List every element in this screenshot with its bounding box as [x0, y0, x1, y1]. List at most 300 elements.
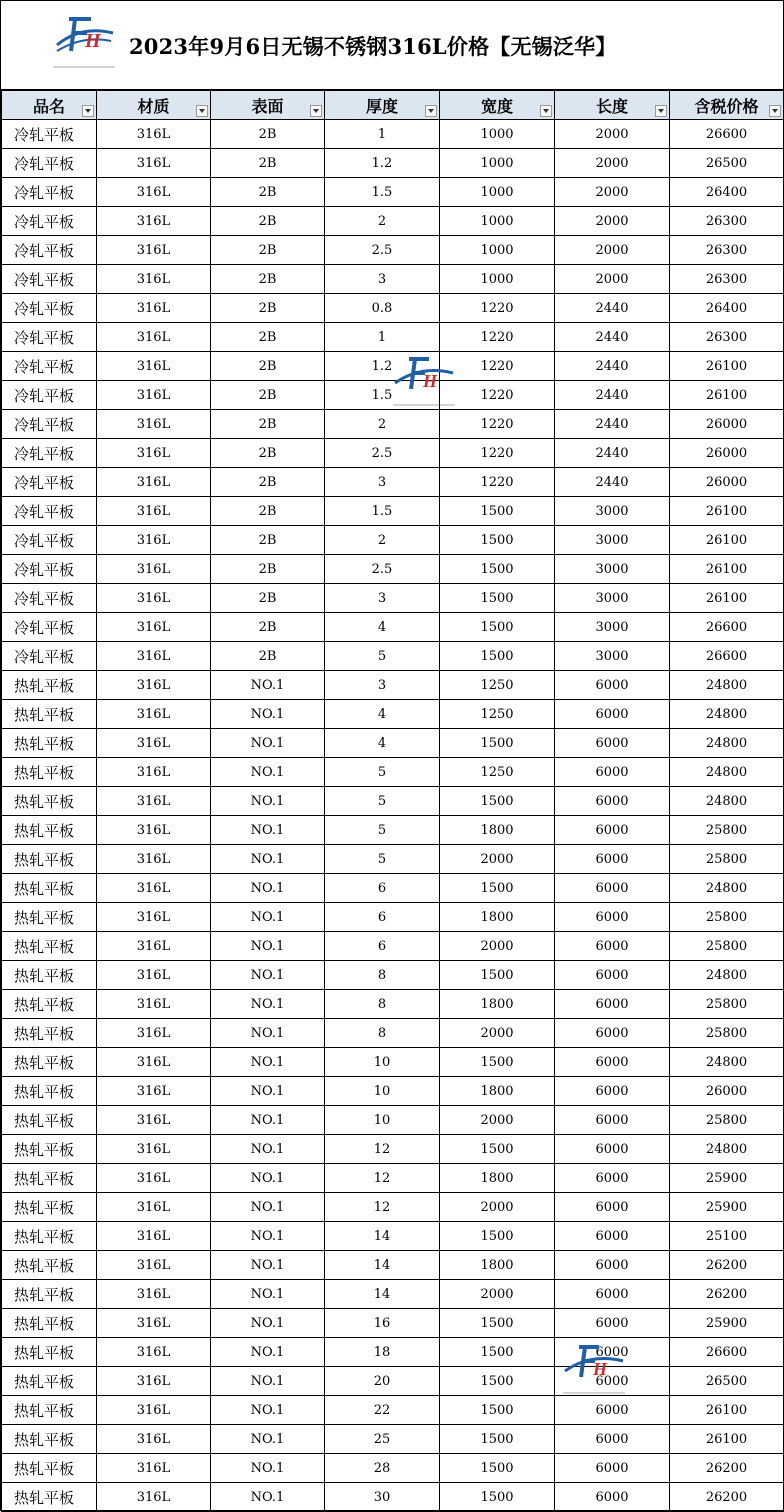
cell-thickness: 8 — [325, 961, 440, 990]
cell-width: 1220 — [440, 352, 555, 381]
cell-surface: NO.1 — [211, 758, 325, 787]
cell-surface: 2B — [211, 265, 325, 294]
cell-surface: NO.1 — [211, 961, 325, 990]
cell-name: 热轧平板 — [2, 1193, 97, 1222]
cell-surface: 2B — [211, 468, 325, 497]
cell-name: 冷轧平板 — [2, 381, 97, 410]
header-row — [2, 91, 784, 120]
cell-price: 25800 — [670, 1106, 784, 1135]
filter-dropdown-icon[interactable] — [196, 105, 208, 117]
cell-length: 2440 — [555, 439, 670, 468]
cell-price: 24800 — [670, 874, 784, 903]
cell-width: 2000 — [440, 1280, 555, 1309]
cell-thickness: 12 — [325, 1164, 440, 1193]
col-header-surface: 表面 — [211, 91, 325, 120]
cell-width: 1220 — [440, 439, 555, 468]
table-row — [2, 1483, 784, 1512]
cell-thickness: 18 — [325, 1338, 440, 1367]
cell-length: 2000 — [555, 207, 670, 236]
cell-surface: NO.1 — [211, 1280, 325, 1309]
cell-thickness: 8 — [325, 1019, 440, 1048]
cell-width: 1500 — [440, 1135, 555, 1164]
cell-thickness: 12 — [325, 1135, 440, 1164]
cell-width: 2000 — [440, 845, 555, 874]
cell-material: 316L — [97, 758, 211, 787]
cell-width: 1500 — [440, 729, 555, 758]
cell-price: 26000 — [670, 410, 784, 439]
cell-material: 316L — [97, 526, 211, 555]
cell-width: 1250 — [440, 758, 555, 787]
cell-width: 1500 — [440, 526, 555, 555]
cell-thickness: 1.5 — [325, 178, 440, 207]
cell-name: 热轧平板 — [2, 990, 97, 1019]
cell-price: 26300 — [670, 236, 784, 265]
cell-thickness: 2 — [325, 207, 440, 236]
cell-thickness: 22 — [325, 1396, 440, 1425]
cell-length: 6000 — [555, 1193, 670, 1222]
cell-surface: NO.1 — [211, 729, 325, 758]
cell-length: 3000 — [555, 497, 670, 526]
cell-price: 24800 — [670, 787, 784, 816]
cell-name: 热轧平板 — [2, 961, 97, 990]
cell-material: 316L — [97, 1048, 211, 1077]
table-row — [2, 439, 784, 468]
cell-width: 2000 — [440, 1193, 555, 1222]
cell-thickness: 2.5 — [325, 555, 440, 584]
cell-length: 3000 — [555, 584, 670, 613]
cell-material: 316L — [97, 1164, 211, 1193]
cell-thickness: 6 — [325, 903, 440, 932]
cell-material: 316L — [97, 1396, 211, 1425]
cell-material: 316L — [97, 729, 211, 758]
cell-material: 316L — [97, 410, 211, 439]
cell-thickness: 25 — [325, 1425, 440, 1454]
cell-length: 6000 — [555, 700, 670, 729]
cell-length: 2440 — [555, 294, 670, 323]
cell-surface: NO.1 — [211, 1164, 325, 1193]
table-row — [2, 1106, 784, 1135]
cell-price: 25800 — [670, 845, 784, 874]
cell-material: 316L — [97, 352, 211, 381]
cell-name: 热轧平板 — [2, 1338, 97, 1367]
filter-dropdown-icon[interactable] — [769, 105, 781, 117]
cell-surface: NO.1 — [211, 787, 325, 816]
cell-length: 6000 — [555, 1135, 670, 1164]
cell-width: 1000 — [440, 265, 555, 294]
cell-surface: NO.1 — [211, 1135, 325, 1164]
cell-thickness: 10 — [325, 1077, 440, 1106]
cell-surface: 2B — [211, 381, 325, 410]
cell-width: 1800 — [440, 816, 555, 845]
table-row — [2, 990, 784, 1019]
table-row — [2, 236, 784, 265]
cell-material: 316L — [97, 700, 211, 729]
cell-thickness: 6 — [325, 932, 440, 961]
cell-material: 316L — [97, 1280, 211, 1309]
cell-length: 6000 — [555, 1425, 670, 1454]
table-row — [2, 352, 784, 381]
cell-material: 316L — [97, 236, 211, 265]
cell-width: 1800 — [440, 1164, 555, 1193]
cell-thickness: 14 — [325, 1251, 440, 1280]
cell-name: 热轧平板 — [2, 1077, 97, 1106]
cell-surface: 2B — [211, 555, 325, 584]
table-row — [2, 381, 784, 410]
cell-price: 25900 — [670, 1309, 784, 1338]
table-row — [2, 932, 784, 961]
cell-price: 26100 — [670, 1425, 784, 1454]
cell-price: 26200 — [670, 1483, 784, 1512]
cell-width: 1220 — [440, 381, 555, 410]
cell-name: 热轧平板 — [2, 1164, 97, 1193]
cell-material: 316L — [97, 149, 211, 178]
cell-surface: NO.1 — [211, 1106, 325, 1135]
cell-price: 26300 — [670, 323, 784, 352]
cell-length: 6000 — [555, 1048, 670, 1077]
cell-material: 316L — [97, 1425, 211, 1454]
cell-surface: NO.1 — [211, 671, 325, 700]
col-header-thickness: 厚度 — [325, 91, 440, 120]
cell-name: 热轧平板 — [2, 874, 97, 903]
cell-width: 1800 — [440, 1251, 555, 1280]
cell-surface: 2B — [211, 323, 325, 352]
cell-length: 6000 — [555, 758, 670, 787]
cell-thickness: 10 — [325, 1048, 440, 1077]
cell-width: 1500 — [440, 1425, 555, 1454]
cell-thickness: 30 — [325, 1483, 440, 1512]
cell-name: 热轧平板 — [2, 1483, 97, 1512]
table-row — [2, 903, 784, 932]
cell-surface: NO.1 — [211, 903, 325, 932]
cell-surface: NO.1 — [211, 1338, 325, 1367]
cell-material: 316L — [97, 1077, 211, 1106]
filter-dropdown-icon[interactable] — [425, 105, 437, 117]
cell-material: 316L — [97, 642, 211, 671]
cell-width: 1500 — [440, 1222, 555, 1251]
cell-width: 1800 — [440, 903, 555, 932]
cell-material: 316L — [97, 1309, 211, 1338]
table-row — [2, 1135, 784, 1164]
filter-dropdown-icon[interactable] — [82, 105, 94, 117]
cell-thickness: 20 — [325, 1367, 440, 1396]
cell-name: 冷轧平板 — [2, 207, 97, 236]
cell-material: 316L — [97, 1193, 211, 1222]
cell-thickness: 1.5 — [325, 381, 440, 410]
cell-width: 1250 — [440, 671, 555, 700]
cell-length: 6000 — [555, 816, 670, 845]
cell-thickness: 4 — [325, 613, 440, 642]
cell-length: 2000 — [555, 178, 670, 207]
cell-name: 热轧平板 — [2, 1280, 97, 1309]
cell-material: 316L — [97, 1251, 211, 1280]
cell-price: 26100 — [670, 584, 784, 613]
table-row — [2, 120, 784, 149]
table-row — [2, 410, 784, 439]
cell-width: 2000 — [440, 1106, 555, 1135]
cell-name: 热轧平板 — [2, 903, 97, 932]
cell-name: 热轧平板 — [2, 729, 97, 758]
cell-surface: NO.1 — [211, 1483, 325, 1512]
cell-material: 316L — [97, 845, 211, 874]
cell-price: 25900 — [670, 1193, 784, 1222]
cell-length: 6000 — [555, 932, 670, 961]
cell-thickness: 1.2 — [325, 149, 440, 178]
cell-width: 1500 — [440, 874, 555, 903]
cell-name: 热轧平板 — [2, 816, 97, 845]
cell-surface: 2B — [211, 410, 325, 439]
table-row — [2, 584, 784, 613]
cell-name: 热轧平板 — [2, 932, 97, 961]
cell-price: 26300 — [670, 265, 784, 294]
cell-price: 26600 — [670, 1338, 784, 1367]
cell-name: 热轧平板 — [2, 1106, 97, 1135]
cell-width: 1500 — [440, 497, 555, 526]
cell-length: 6000 — [555, 1280, 670, 1309]
cell-surface: 2B — [211, 526, 325, 555]
cell-length: 6000 — [555, 1251, 670, 1280]
cell-length: 2000 — [555, 236, 670, 265]
cell-name: 热轧平板 — [2, 1367, 97, 1396]
table-row — [2, 816, 784, 845]
cell-material: 316L — [97, 1367, 211, 1396]
cell-thickness: 2 — [325, 410, 440, 439]
cell-surface: NO.1 — [211, 1251, 325, 1280]
cell-thickness: 3 — [325, 584, 440, 613]
cell-material: 316L — [97, 932, 211, 961]
cell-price: 26400 — [670, 294, 784, 323]
cell-thickness: 4 — [325, 729, 440, 758]
table-row — [2, 845, 784, 874]
cell-name: 热轧平板 — [2, 1425, 97, 1454]
cell-thickness: 1 — [325, 323, 440, 352]
cell-material: 316L — [97, 671, 211, 700]
cell-price: 25900 — [670, 1164, 784, 1193]
cell-material: 316L — [97, 1222, 211, 1251]
cell-thickness: 2.5 — [325, 236, 440, 265]
col-header-name: 品名 — [2, 91, 97, 120]
cell-thickness: 6 — [325, 874, 440, 903]
cell-length: 3000 — [555, 613, 670, 642]
cell-surface: NO.1 — [211, 1077, 325, 1106]
cell-price: 26600 — [670, 613, 784, 642]
table-row — [2, 874, 784, 903]
cell-width: 1220 — [440, 323, 555, 352]
cell-name: 冷轧平板 — [2, 149, 97, 178]
cell-length: 6000 — [555, 874, 670, 903]
cell-material: 316L — [97, 903, 211, 932]
table-row — [2, 642, 784, 671]
cell-width: 1500 — [440, 1309, 555, 1338]
cell-price: 24800 — [670, 700, 784, 729]
cell-length: 2440 — [555, 468, 670, 497]
table-row — [2, 1193, 784, 1222]
cell-price: 26000 — [670, 468, 784, 497]
cell-length: 6000 — [555, 1454, 670, 1483]
table-row — [2, 1251, 784, 1280]
cell-thickness: 12 — [325, 1193, 440, 1222]
table-row — [2, 758, 784, 787]
cell-length: 2000 — [555, 265, 670, 294]
cell-name: 热轧平板 — [2, 1222, 97, 1251]
col-header-material: 材质 — [97, 91, 211, 120]
cell-price: 26500 — [670, 1367, 784, 1396]
table-row — [2, 207, 784, 236]
cell-surface: NO.1 — [211, 990, 325, 1019]
cell-name: 冷轧平板 — [2, 497, 97, 526]
cell-surface: 2B — [211, 439, 325, 468]
cell-price: 25800 — [670, 990, 784, 1019]
cell-length: 2440 — [555, 410, 670, 439]
table-body — [2, 120, 784, 1512]
cell-width: 1500 — [440, 642, 555, 671]
cell-length: 3000 — [555, 526, 670, 555]
cell-width: 1800 — [440, 1077, 555, 1106]
cell-width: 1500 — [440, 961, 555, 990]
cell-material: 316L — [97, 468, 211, 497]
cell-name: 热轧平板 — [2, 845, 97, 874]
col-header-price: 含税价格 — [670, 91, 784, 120]
cell-material: 316L — [97, 1019, 211, 1048]
cell-surface: NO.1 — [211, 874, 325, 903]
cell-name: 热轧平板 — [2, 1048, 97, 1077]
table-row — [2, 1077, 784, 1106]
cell-length: 6000 — [555, 1338, 670, 1367]
cell-width: 1220 — [440, 468, 555, 497]
cell-thickness: 3 — [325, 671, 440, 700]
cell-material: 316L — [97, 1106, 211, 1135]
cell-name: 冷轧平板 — [2, 323, 97, 352]
cell-material: 316L — [97, 120, 211, 149]
cell-thickness: 14 — [325, 1222, 440, 1251]
filter-dropdown-icon[interactable] — [540, 105, 552, 117]
cell-surface: 2B — [211, 352, 325, 381]
cell-name: 热轧平板 — [2, 1135, 97, 1164]
table-row — [2, 729, 784, 758]
table-row — [2, 149, 784, 178]
cell-length: 6000 — [555, 729, 670, 758]
cell-price: 26000 — [670, 439, 784, 468]
cell-price: 26200 — [670, 1454, 784, 1483]
cell-surface: 2B — [211, 178, 325, 207]
table-row — [2, 1425, 784, 1454]
cell-price: 26100 — [670, 352, 784, 381]
cell-length: 2000 — [555, 149, 670, 178]
cell-length: 6000 — [555, 990, 670, 1019]
cell-length: 6000 — [555, 1077, 670, 1106]
cell-width: 1500 — [440, 1048, 555, 1077]
cell-name: 热轧平板 — [2, 1019, 97, 1048]
cell-material: 316L — [97, 1135, 211, 1164]
table-row — [2, 700, 784, 729]
cell-surface: 2B — [211, 613, 325, 642]
filter-dropdown-icon[interactable] — [655, 105, 667, 117]
cell-price: 24800 — [670, 1135, 784, 1164]
cell-material: 316L — [97, 816, 211, 845]
cell-price: 26100 — [670, 555, 784, 584]
cell-price: 25800 — [670, 1019, 784, 1048]
cell-thickness: 16 — [325, 1309, 440, 1338]
cell-price: 26200 — [670, 1251, 784, 1280]
cell-material: 316L — [97, 381, 211, 410]
cell-thickness: 2 — [325, 526, 440, 555]
svg-text:H: H — [423, 371, 438, 391]
filter-dropdown-icon[interactable] — [310, 105, 322, 117]
cell-surface: NO.1 — [211, 1425, 325, 1454]
cell-material: 316L — [97, 294, 211, 323]
cell-width: 1500 — [440, 613, 555, 642]
cell-length: 6000 — [555, 1483, 670, 1512]
cell-width: 1000 — [440, 207, 555, 236]
cell-thickness: 10 — [325, 1106, 440, 1135]
cell-surface: NO.1 — [211, 932, 325, 961]
cell-width: 1500 — [440, 584, 555, 613]
cell-price: 26100 — [670, 1396, 784, 1425]
cell-material: 316L — [97, 1454, 211, 1483]
cell-surface: NO.1 — [211, 1309, 325, 1338]
cell-price: 26600 — [670, 642, 784, 671]
cell-thickness: 5 — [325, 816, 440, 845]
cell-surface: NO.1 — [211, 1367, 325, 1396]
cell-material: 316L — [97, 265, 211, 294]
table-row — [2, 323, 784, 352]
cell-surface: 2B — [211, 207, 325, 236]
cell-width: 1000 — [440, 236, 555, 265]
cell-width: 1500 — [440, 1367, 555, 1396]
cell-surface: NO.1 — [211, 1193, 325, 1222]
page-title: 2023年9月6日无锡不锈钢316L价格【无锡泛华】 — [129, 34, 617, 59]
cell-length: 6000 — [555, 787, 670, 816]
svg-text:H: H — [85, 30, 101, 52]
cell-width: 1220 — [440, 294, 555, 323]
cell-surface: 2B — [211, 642, 325, 671]
cell-name: 热轧平板 — [2, 671, 97, 700]
cell-price: 26500 — [670, 149, 784, 178]
cell-name: 冷轧平板 — [2, 555, 97, 584]
cell-width: 1000 — [440, 149, 555, 178]
cell-surface: NO.1 — [211, 816, 325, 845]
cell-price: 24800 — [670, 758, 784, 787]
cell-thickness: 4 — [325, 700, 440, 729]
fanhua-logo-icon — [51, 11, 117, 75]
cell-length: 2000 — [555, 120, 670, 149]
cell-material: 316L — [97, 787, 211, 816]
table-row — [2, 497, 784, 526]
cell-name: 冷轧平板 — [2, 468, 97, 497]
cell-price: 26100 — [670, 497, 784, 526]
cell-price: 26100 — [670, 381, 784, 410]
cell-material: 316L — [97, 323, 211, 352]
cell-price: 25800 — [670, 932, 784, 961]
table-row — [2, 613, 784, 642]
cell-length: 6000 — [555, 845, 670, 874]
cell-thickness: 3 — [325, 265, 440, 294]
cell-width: 2000 — [440, 932, 555, 961]
cell-price: 25800 — [670, 816, 784, 845]
cell-surface: 2B — [211, 584, 325, 613]
cell-thickness: 8 — [325, 990, 440, 1019]
cell-thickness: 5 — [325, 845, 440, 874]
cell-price: 26400 — [670, 178, 784, 207]
table-row — [2, 1338, 784, 1367]
cell-thickness: 1.2 — [325, 352, 440, 381]
cell-surface: NO.1 — [211, 1222, 325, 1251]
cell-width: 1500 — [440, 1338, 555, 1367]
cell-thickness: 2.5 — [325, 439, 440, 468]
cell-price: 25100 — [670, 1222, 784, 1251]
cell-thickness: 28 — [325, 1454, 440, 1483]
cell-surface: NO.1 — [211, 1019, 325, 1048]
cell-length: 6000 — [555, 1222, 670, 1251]
